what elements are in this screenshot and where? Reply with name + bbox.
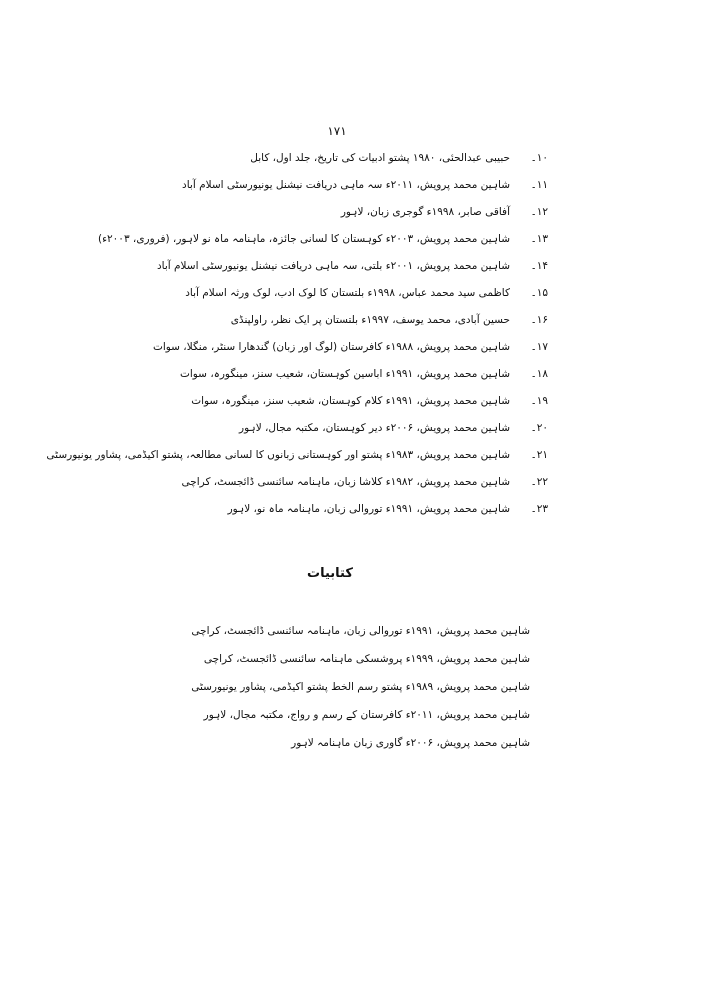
bibliography-text: شاہین محمد پرویش، ۲۰۰۶ء گاوری زبان ماہنامہ لاہور [291,737,530,749]
reference-text: حبیبی عبدالحئی، ۱۹۸۰ پشتو ادبیات کی تاریخ، جلد اول، کابل [250,152,510,164]
reference-item [97,229,560,256]
reference-item [156,256,560,283]
reference-text: شاہین محمد پرویش، ۲۰۰۱ء بلتی، سہ ماہی دریافت نیشنل یونیورسٹی اسلام آباد [156,260,510,272]
reference-number: ۲۳۔ [530,503,548,515]
reference-number: ۱۹۔ [530,395,548,407]
reference-text: شاہین محمد پرویش، ۱۹۹۱ء اباسین کوہستان، شعیب سنز، مینگورہ، سوات [179,368,510,380]
bibliography-heading: کتابیات [307,566,353,581]
reference-text: شاہین محمد پرویش، ۱۹۹۱ء توروالی زبان، ماہنامہ ماہ نو، لاہور [227,503,510,515]
reference-item [160,283,560,310]
reference-item [160,418,560,445]
reference-item [160,175,560,202]
reference-number: ۱۲۔ [530,206,548,218]
reference-number: ۱۵۔ [530,287,548,299]
reference-item [160,391,560,418]
reference-text: شاہین محمد پرویش، ۲۰۰۶ء دیر کوہستان، مکتبہ مجال، لاہور [239,422,510,434]
reference-text: شاہین محمد پرویش، ۱۹۹۱ء کلام کوہستان، شعیب سنز، مینگورہ، سوات [191,395,510,407]
reference-number: ۱۴۔ [530,260,548,272]
bibliography-text: شاہین محمد پرویش، ۱۹۹۹ء پروشسکی ماہنامہ سائنسی ڈائجسٹ، کراچی [203,653,530,665]
bibliography-item [160,648,530,676]
reference-item [160,310,560,337]
reference-number: ۱۳۔ [530,233,548,245]
bibliography-item [160,704,530,732]
reference-number: ۱۷۔ [530,341,548,353]
reference-item [160,148,560,175]
reference-number: ۱۶۔ [530,314,548,326]
bibliography-item [160,620,530,648]
reference-number: ۱۱۔ [530,179,548,191]
reference-text: آفاقی صابر، ۱۹۹۸ء گوجری زبان، لاہور [340,206,510,218]
bibliography-text: شاہین محمد پرویش، ۱۹۸۹ء پشتو رسم الخط پشتو اکیڈمی، پشاور یونیورسٹی [191,681,530,693]
bibliography-text: شاہین محمد پرویش، ۲۰۱۱ء کافرستان کے رسم و رواج، مکتبہ مجال، لاہور [203,709,530,721]
reference-item [160,364,560,391]
reference-item [160,202,560,229]
bibliography-list [160,620,530,760]
reference-item [160,472,560,499]
reference-text: شاہین محمد پرویش، ۱۹۸۳ء پشتو اور کوہستانی زبانوں کا لسانی مطالعہ، پشتو اکیڈمی، پشاور یونیورسٹی [46,449,510,461]
bibliography-item [160,732,530,760]
reference-text: حسین آبادی، محمد یوسف، ۱۹۹۷ء بلتستان پر ایک نظر، راولپنڈی [230,314,510,326]
page-number: ۱۷۱ [327,124,347,138]
reference-item [152,337,560,364]
reference-text: شاہین محمد پرویش، ۲۰۰۳ء کوہستان کا لسانی جائزہ، ماہنامہ ماہ نو لاہور، (فروری، ۲۰۰۳ء) [97,233,510,245]
reference-item [46,445,560,472]
reference-list [46,148,560,526]
reference-number: ۱۸۔ [530,368,548,380]
reference-text: شاہین محمد پرویش، ۱۹۸۸ء کافرستان (لوگ اور زبان) گندھارا سنٹر، منگلا، سوات [152,341,510,353]
reference-item [160,499,560,526]
reference-number: ۱۰۔ [530,152,548,164]
reference-text: شاہین محمد پرویش، ۲۰۱۱ء سہ ماہی دریافت نیشنل یونیورسٹی اسلام آباد [182,179,510,191]
reference-number: ۲۲۔ [530,476,548,488]
bibliography-text: شاہین محمد پرویش، ۱۹۹۱ء توروالی زبان، ماہنامہ سائنسی ڈائجسٹ، کراچی [191,625,530,637]
reference-number: ۲۰۔ [530,422,548,434]
bibliography-item [160,676,530,704]
reference-text: شاہین محمد پرویش، ۱۹۸۲ء کلاشا زبان، ماہنامہ سائنسی ڈائجسٹ، کراچی [181,476,510,488]
reference-number: ۲۱۔ [530,449,548,461]
reference-text: کاظمی سید محمد عباس، ۱۹۹۸ء بلتستان کا لوک ادب، لوک ورثہ اسلام آباد [185,287,510,299]
